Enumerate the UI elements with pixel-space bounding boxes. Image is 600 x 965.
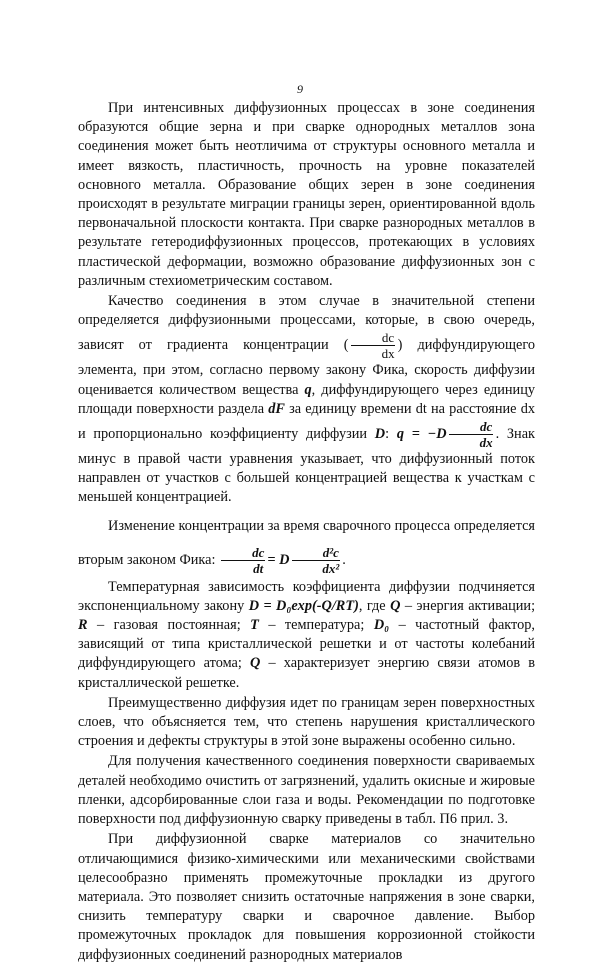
gradient-fraction (351, 330, 396, 361)
p4-text-4: – газовая постоянная; (97, 617, 241, 634)
p4-text-1: Температурная зависимость коэффициента диффузии подчиняется экспоненциальному закону (78, 578, 535, 614)
p4-text-5: – температура; (268, 617, 365, 634)
paragraph-6: Для получения качественного соединения поверхности свариваемых деталей необходимо очистить от загрязнений, удалить окисные и жировые пленки, адсорбированные слои газа и воды. Рекомендации по подготовке поверхности под диффузионную сварку приведены в табл. П6 прил. 3. (78, 753, 535, 828)
p4-text-3: – энергия активации; (404, 597, 536, 614)
fick-second-lhs-fraction (221, 545, 265, 576)
body-text (78, 99, 535, 965)
fick-second-lhs-numerator: dc (221, 545, 265, 561)
fick-second-rhs-fraction (291, 545, 340, 576)
p4-text-6: – частотный фактор, зависящий от типа кристаллической решетки и от частоты колебаний диффундирующего атома; (78, 617, 535, 672)
fick-second-lhs-denominator: dt (253, 560, 264, 576)
p3-end: . (342, 551, 346, 568)
gradient-numerator: dc (351, 330, 395, 346)
p4-text-7: – характеризует энергию связи атомов в кристаллической решетке. (78, 655, 535, 691)
p2-text-5: . Знак минус в правой части уравнения указывает, что диффузионный поток направлен от участков с большей концентрацией вещества к участкам с меньшей концентрацией. (78, 425, 535, 506)
symbol-T: T (250, 617, 259, 634)
symbol-q: q (304, 381, 312, 398)
fick-first-law-lhs: q = −D (396, 425, 447, 442)
paragraph-5: Преимущественно диффузия идет по границам зерен поверхностных слоев, что объясняется тем, что степень нарушения кристаллического строения и дефекты структуры в этой зоне выражены особенно сильно. (78, 694, 535, 750)
symbol-D: D (374, 425, 386, 442)
fick-second-rhs-numerator: d²c (292, 545, 340, 561)
symbol-dF: dF (268, 400, 285, 417)
p2-colon: : (385, 425, 390, 442)
symbol-R: R (78, 617, 88, 634)
symbol-Q: Q (390, 597, 401, 614)
gradient-denominator: dx (381, 346, 395, 362)
paragraph-3 (78, 509, 535, 577)
symbol-Q-2: Q (250, 655, 261, 672)
fick-first-fraction (449, 419, 494, 450)
paragraph-4 (78, 578, 535, 693)
p2-text-1: Качество соединения в этом случае в значительной степени определяется диффузионными процессами, которые, в свою очередь, зависят от градиента концентрации (78, 293, 535, 354)
fick-second-rhs-denominator: dx² (322, 560, 340, 576)
paragraph-7: При диффузионной сварке материалов со значительно отличающимися физико-химическими или механическими свойствами целесообразно применять промежуточные прокладки из другого материала. Это позволяет снизить остаточные напряжения в зоне сварки, снизить температуру сварки и сварочное давление. Выбор промежуточных прокладок для повышения коррозионной стойкости диффузионных соединений разнородных материалов (78, 831, 535, 963)
arrhenius-formula: D = D₀exp(-Q/RT) (248, 597, 359, 614)
p2-text-3: , диффундирующего через единицу площади поверхности раздела (78, 381, 536, 417)
fick-second-equals: = D (267, 551, 290, 568)
page-number: 9 (297, 82, 303, 96)
symbol-D0: D₀ (373, 617, 390, 634)
fick-first-numerator: dc (449, 419, 493, 435)
p4-text-2: , где (358, 597, 386, 614)
fick-first-denominator: dx (479, 435, 493, 451)
paragraph-2: Качество соединения в этом случае в значительной степени определяется диффузионными процессами, которые, в свою очередь, зависят от градиента концентрации ( $\frac{dc}{dx}$ ) диффундирующего элемента, при этом, согласно первому закону Фика, скорость диффузии оценивается количеством вещества q, диффундирующего через единицу площади поверхности раздела dF за единицу времени dt на расстояние dx и пропорционально коэффициенту диффузии D: q = −D $\frac{dc}{dx}$ . Знак минус в правой части уравнения указывает, что диффузионный поток направлен от участков с большей концентрацией вещества к участкам с меньшей концентрацией. (78, 293, 536, 506)
p3-text-1: Изменение концентрации за время сварочного процесса определяется вторым законом Фика: (78, 517, 535, 568)
p2-text-2: диффундирующего элемента, при этом, согласно первому закону Фика, скорость диффузии оценивается количеством вещества (78, 337, 535, 398)
p2-text-4: за единицу времени dt на расстояние dx и пропорционально коэффициенту диффузии (78, 400, 535, 442)
paragraph-1: При интенсивных диффузионных процессах в зоне соединения образуются общие зерна и при сварке однородных металлов зона соединения может быть неотличима от структуры основного металла и имеет вязкость, пластичность, прочность на уровне показателей основного металла. Образование общих зерен в зоне соединения происходят в результате миграции границы зерен, ориентированной вдоль первоначальной плоскости контакта. При сварке разнородных металлов в результате гетеродиффузионных процессов, протекающих в условиях пластической деформации, возможно образование диффузионных зон с различным стехиометрическим составом. (78, 100, 535, 289)
